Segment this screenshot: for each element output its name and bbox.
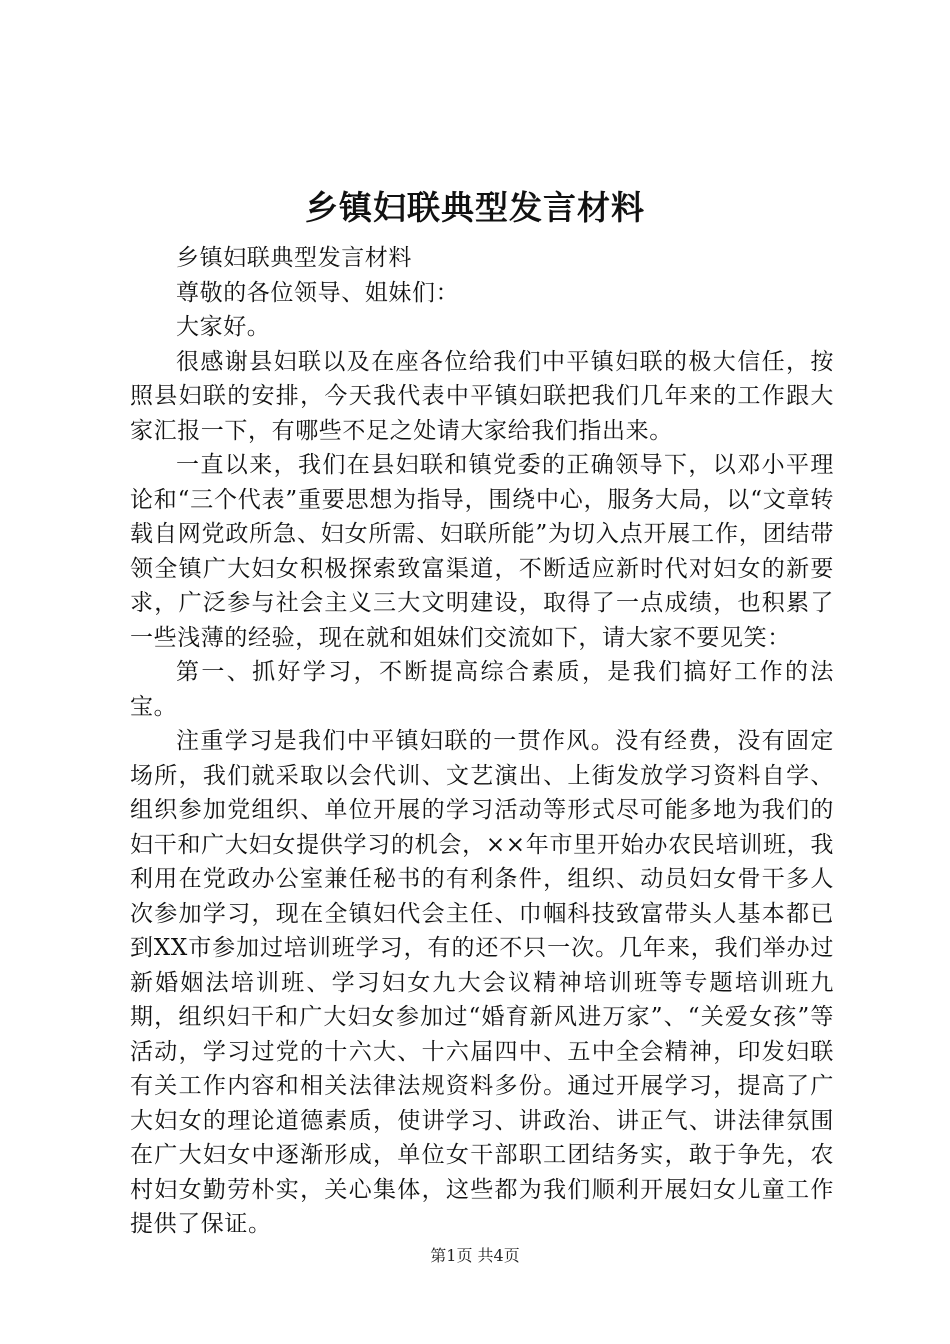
document-body bbox=[130, 241, 834, 1242]
paragraph: 尊敬的各位领导、姐妹们： bbox=[176, 279, 460, 306]
paragraph: 注重学习是我们中平镇妇联的一贯作风。没有经费，没有固定场所，我们就采取以会代训、文艺演出、上街发放学习资料自学、组织参加党组织、单位开展的学习活动等形式尽可能多地为我们的妇干和广大妇女提供学习的机会，××年市里开始办农民培训班，我利用在党政办公室兼任秘书的有利条件，组织、动员妇女骨干多人次参加学习，现在全镇妇代会主任、巾帼科技致富带头人基本都已到XX市参加过培训班学习，有的还不只一次。几年来，我们举办过新婚姻法培训班、学习妇女九大会议精神培训班等专题培训班九期，组织妇干和广大妇女参加过“婚育新风进万家”、“关爱女孩”等活动，学习过党的十六大、十六届四中、五中全会精神，印发妇联有关工作内容和相关法律法规资料多份。通过开展学习，提高了广大妇女的理论道德素质，使讲学习、讲政治、讲正气、讲法律氛围在广大妇女中逐渐形成，单位女干部职工团结务实，敢于争先，农村妇女勤劳朴实，关心集体，这些都为我们顺利开展妇女儿童工作提供了保证。 bbox=[130, 728, 834, 1237]
page-number-footer: 第1页 共4页 bbox=[430, 1246, 520, 1265]
paragraph: 一直以来，我们在县妇联和镇党委的正确领导下，以邓小平理论和“三个代表”重要思想为指导，围绕中心，服务大局，以“文章转载自网党政所急、妇女所需、妇联所能”为切入点开展工作，团结带领全镇广大妇女积极探索致富渠道，不断适应新时代对妇女的新要求，广泛参与社会主义三大文明建设，取得了一点成绩，也积累了一些浅薄的经验，现在就和姐妹们交流如下，请大家不要见笑： bbox=[130, 452, 834, 651]
paragraph: 乡镇妇联典型发言材料 bbox=[176, 245, 412, 271]
paragraph: 第一、抓好学习，不断提高综合素质，是我们搞好工作的法宝。 bbox=[130, 659, 834, 720]
paragraph: 大家好。 bbox=[176, 314, 271, 340]
document-title: 乡镇妇联典型发言材料 bbox=[305, 188, 645, 227]
paragraph: 很感谢县妇联以及在座各位给我们中平镇妇联的极大信任，按照县妇联的安排，今天我代表中平镇妇联把我们几年来的工作跟大家汇报一下，有哪些不足之处请大家给我们指出来。 bbox=[130, 348, 834, 444]
